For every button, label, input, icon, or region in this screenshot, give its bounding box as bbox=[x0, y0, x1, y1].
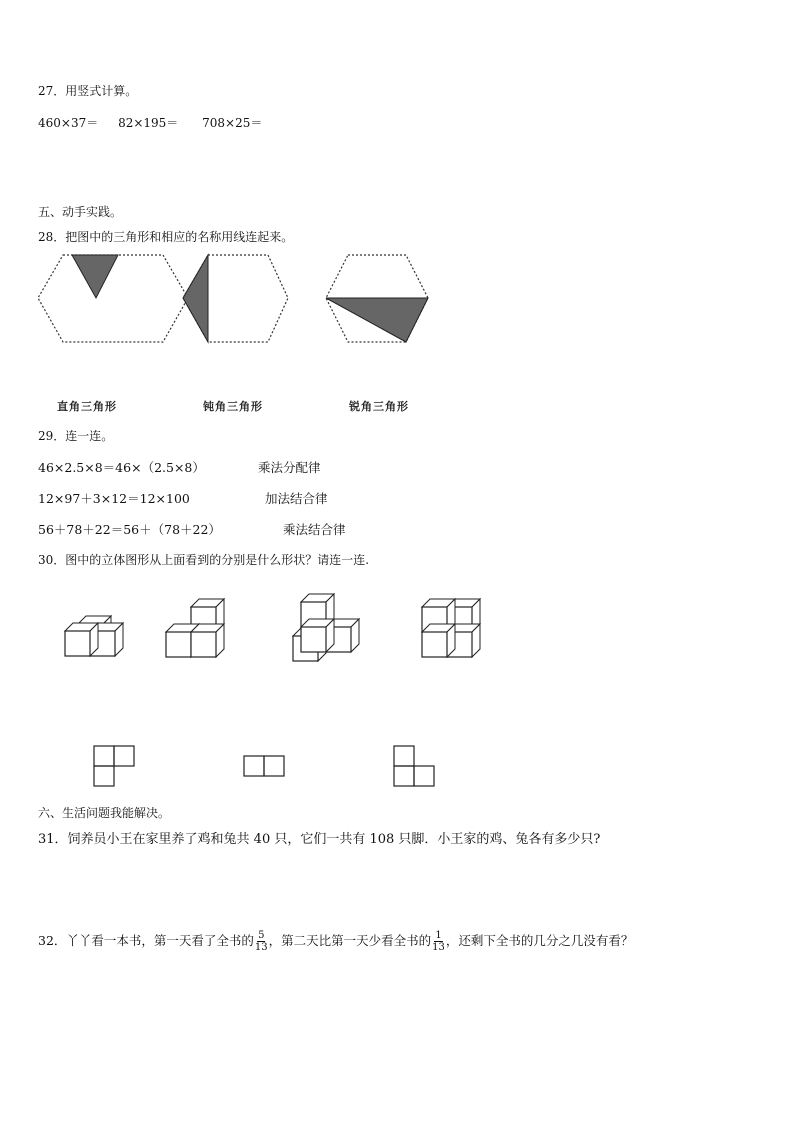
q29-expr-3: 56＋78＋22＝56＋（78＋22） bbox=[38, 522, 221, 537]
q29-title: 29．连一连。 bbox=[38, 429, 114, 443]
q27-expr-1: 460×37＝ bbox=[38, 116, 99, 130]
q29-law-1: 乘法分配律 bbox=[258, 460, 321, 475]
q32-part1: 32．丫丫看一本书，第一天看了全书的 bbox=[38, 933, 254, 948]
q27-expr-2: 82×195＝ bbox=[118, 116, 179, 130]
q30-title: 30．图中的立体图形从上面看到的分别是什么形状？请连一连. bbox=[38, 553, 370, 567]
q32-fraction-1 bbox=[255, 930, 268, 953]
q27-expressions bbox=[38, 115, 262, 131]
frac1-numerator: 5 bbox=[258, 930, 265, 941]
section5-title: 五、动手实践。 bbox=[38, 205, 123, 219]
frac1-denominator: 13 bbox=[254, 942, 268, 953]
q32-part2: ，第二天比第一天少看全书的 bbox=[268, 933, 432, 948]
top-view-2 bbox=[244, 756, 284, 776]
hexagon-right-triangle bbox=[38, 255, 188, 342]
frac2-denominator: 13 bbox=[432, 942, 445, 953]
solid-figure-2 bbox=[166, 599, 224, 657]
solid-figure-3 bbox=[293, 594, 359, 661]
q30-top-views bbox=[90, 742, 450, 790]
q32-text bbox=[38, 930, 633, 953]
q31-text: 31．饲养员小王在家里养了鸡和兔共 40 只，它们一共有 108 只脚．小王家的鸡、兔各有多少只? bbox=[38, 832, 601, 847]
q29-law-2: 加法结合律 bbox=[265, 491, 328, 506]
hexagon-obtuse-triangle bbox=[183, 255, 288, 342]
section6-title: 六、生活问题我能解决。 bbox=[38, 806, 171, 820]
label-obtuse-triangle: 钝角三角形 bbox=[203, 400, 263, 413]
solid-figure-1 bbox=[65, 616, 123, 656]
q27-title: 27．用竖式计算。 bbox=[38, 84, 138, 98]
top-view-1 bbox=[94, 746, 134, 786]
q32-part3: ，还剩下全书的几分之几没有看？ bbox=[445, 933, 634, 948]
solid-figure-4 bbox=[422, 599, 480, 657]
q28-hexagons bbox=[38, 250, 438, 350]
frac2-numerator: 1 bbox=[435, 930, 442, 941]
q29-law-3: 乘法结合律 bbox=[283, 522, 346, 537]
q30-solid-figures bbox=[60, 590, 500, 672]
q29-expr-2: 12×97＋3×12＝12×100 bbox=[38, 491, 190, 506]
q27-expr-3: 708×25＝ bbox=[202, 116, 263, 130]
hexagon-acute-triangle bbox=[326, 255, 428, 342]
top-view-3 bbox=[394, 746, 434, 786]
q32-fraction-2 bbox=[432, 930, 445, 953]
label-right-triangle: 直角三角形 bbox=[57, 400, 117, 413]
q28-title: 28．把图中的三角形和相应的名称用线连起来。 bbox=[38, 230, 294, 244]
q29-expr-1: 46×2.5×8＝46×（2.5×8） bbox=[38, 460, 205, 475]
label-acute-triangle: 锐角三角形 bbox=[349, 400, 409, 413]
